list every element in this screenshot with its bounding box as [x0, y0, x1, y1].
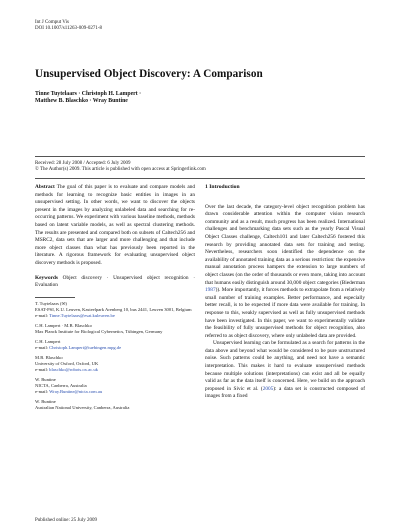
divider-bottom	[35, 178, 365, 179]
affiliation-6	[35, 399, 195, 411]
citation-link[interactable]: 2005	[262, 385, 274, 392]
intro-paragraph-1	[205, 204, 365, 341]
copyright: © The Author(s) 2009. This article is published with open access at Springerlink.com	[35, 167, 206, 173]
intro-text: Unsupervised learning can be formulated as a search for patterns in the data above and beyond what would be considered to be pure unstructured noise. Such patterns could be anything, and need not have a semantic interpretation. This makes it hard to evaluate unsupervised methods because multiple solutions (interpretations) can exist and all be equally valid as far as the data itself is concerned. Here, we build on the approach proposed in Sivic et al. (	[205, 340, 365, 392]
published-date: Published online: 25 July 2009	[35, 518, 97, 523]
email-label: e-mail:	[35, 389, 49, 394]
email-link[interactable]: Wray.Buntine@nicta.com.au	[49, 389, 103, 394]
abstract-text: The goal of this paper is to evaluate and compare models and methods for learning to recognize basic entities in images in an unsupervised setting. In other words, we want to discover the objects present in the images by analyzing unlabeled data and searching for re-occurring patterns. We experiment with various baseline methods, methods based on latent variable models, as well as spectral clustering methods. The results are presented and compared both on subsets of Caltech256 and MSRC2, data sets that are larger and more challenging and that include more object classes than what has previously been reported in the literature. A rigorous framework for evaluating unsupervised object discovery methods is proposed.	[35, 184, 195, 266]
affiliation-name: W. Buntine	[35, 399, 56, 404]
email-label: e-mail:	[35, 345, 49, 350]
keywords-text: Object discovery · Unsupervised object recognition · Evaluation	[35, 274, 195, 289]
affiliation-org: University of Oxford, Oxford, UK	[35, 361, 99, 366]
affiliation-org: NICTA, Canberra, Australia	[35, 383, 87, 388]
right-column	[205, 184, 365, 401]
affiliation-name: W. Buntine	[35, 377, 56, 382]
affiliation-org: Max Planck Institute for Biological Cybernetics, Tübingen, Germany	[35, 329, 163, 334]
affiliation-3	[35, 339, 195, 351]
authors-line-1: Tinne Tuytelaars · Christoph H. Lampert ·	[35, 91, 142, 97]
email-link[interactable]: blaschko@robots.ox.ac.uk	[49, 367, 98, 372]
email-label: e-mail:	[35, 367, 49, 372]
section-heading: 1 Introduction	[205, 184, 240, 190]
affiliation-1	[35, 301, 195, 319]
email-link[interactable]: Tinne.Tuytelaars@esat.kuleuven.be	[49, 313, 115, 318]
intro-paragraph-2	[205, 340, 365, 401]
affiliation-rule	[35, 297, 75, 298]
affiliation-name: C.H. Lampert	[35, 339, 61, 344]
received-date: Received: 28 July 2008 / Accepted: 6 July 2009	[35, 161, 131, 166]
intro-text: )). More importantly, it forces methods to extrapolate from a relatively small number of training examples. Better performance, and especially better recall, is to be expected if more data were available for training. In response to this, weakly supervised as well as fully unsupervised methods have been investigated. In this paper, we want to experimentally validate the feasibility of fully unsupervised methods for object recognition, also referred to as object discovery, where only unlabeled data are provided.	[205, 287, 365, 339]
affiliation-org: Australian National University, Canberra, Australia	[35, 405, 130, 410]
affiliation-4	[35, 355, 195, 373]
keywords-label: Keywords	[35, 274, 58, 281]
left-column	[35, 184, 195, 290]
abstract	[35, 184, 195, 268]
intro-text: Over the last decade, the category-level object recognition problem has drawn considerable attention within the computer vision research community and as a result, much progress has been realized. International challenges and benchmarking data sets such as the yearly Pascal Visual Object Classes challenge, Caltech101 and later Caltech256 fostered this research by providing annotated data sets for training and testing. Nevertheless, researchers soon identified the dependence on the availability of annotated training data as a serious restriction: the expensive manual annotation process hampers the extension to large numbers of object classes (on the order of thousands or even more, taking into account that humans easily distinguish around 30,000 object categories (Biederman	[205, 203, 365, 286]
affiliation-name: M.B. Blaschko	[35, 355, 63, 360]
affiliation-5	[35, 377, 195, 395]
email-link[interactable]: Christoph.Lampert@tuebingen.mpg.de	[49, 345, 122, 350]
affiliation-2	[35, 323, 195, 335]
intro-text: ): a data set is constructed composed of images from a fixed	[205, 385, 365, 400]
journal-name: Int J Comput Vis	[35, 20, 69, 25]
citation-link[interactable]: 1987	[205, 287, 216, 294]
doi: DOI 10.1007/s11263-009-0271-8	[35, 26, 103, 31]
authors-line-2: Matthew B. Blaschko · Wray Buntine	[35, 98, 128, 105]
dates-block	[35, 161, 206, 174]
paper-title: Unsupervised Object Discovery: A Comparison	[35, 68, 263, 80]
affiliation-org: ESAT-PSI, K.U. Leuven, Kasteelpark Arenberg 10, bus 2441, Leuven 3001, Belgium	[35, 307, 192, 312]
keywords	[35, 275, 195, 290]
affiliations	[35, 301, 195, 415]
abstract-label: Abstract	[35, 184, 55, 190]
affiliation-name: T. Tuytelaars (✉)	[35, 301, 67, 306]
affiliation-name: C.H. Lampert · M.B. Blaschko	[35, 323, 92, 328]
email-label: e-mail:	[35, 313, 49, 318]
divider-top	[35, 156, 365, 157]
author-list	[35, 91, 295, 106]
journal-header	[35, 20, 102, 32]
